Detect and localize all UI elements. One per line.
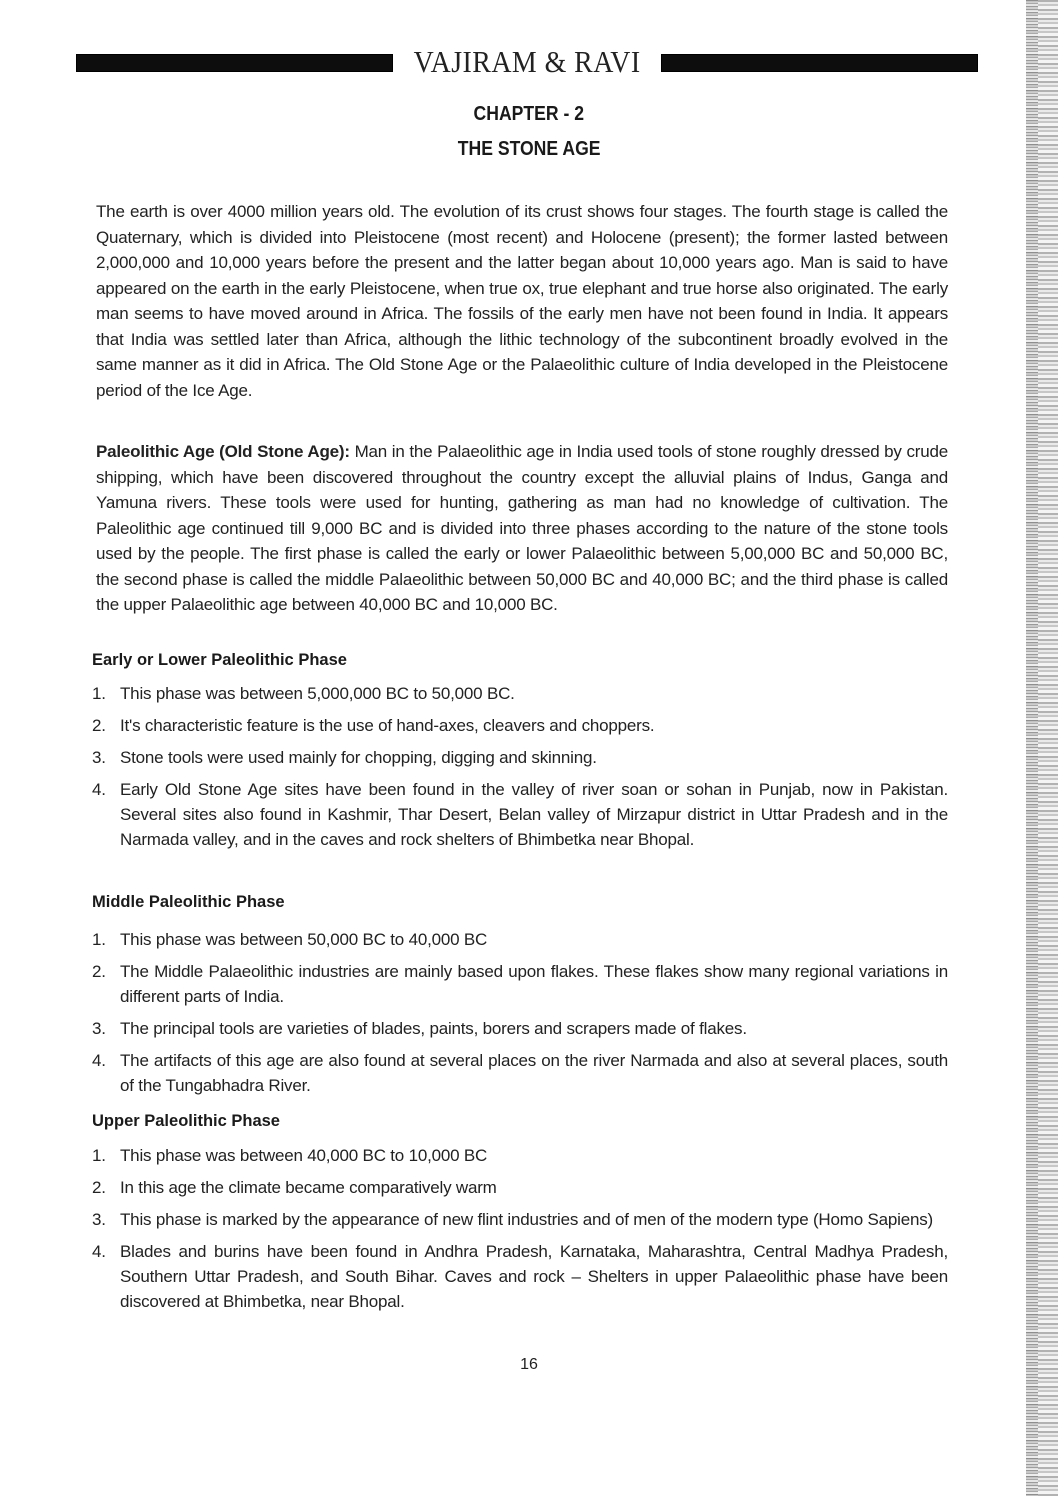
list-item: 3. This phase is marked by the appearance of new flint industries and of men of the modern type (Homo Sapiens) <box>92 1210 933 1229</box>
list-item: 1. This phase was between 5,000,000 BC to 50,000 BC. <box>92 684 515 703</box>
publisher-name: VAJIRAM & RAVI <box>413 44 641 79</box>
section-heading-upper: Upper Paleolithic Phase <box>92 1112 280 1130</box>
list-item: 1. This phase was between 40,000 BC to 10,000 BC <box>92 1146 488 1165</box>
list-item: 4. The artifacts of this age are also found at several places on the river Narmada and also at several places, south of the Tungabhadra River. <box>92 1051 948 1095</box>
list-item: 4. Early Old Stone Age sites have been found in the valley of river soan or sohan in Punjab, now in Pakistan. Several sites also found in Kashmir, Thar Desert, Belan valley of Mirzapur district in Uttar Pradesh and in the Narmada valley, and in the caves and rock shelters of Bhimbetka near Bhopal. <box>92 780 948 849</box>
header-bar-right <box>661 54 978 72</box>
upper-phase-list <box>92 1143 948 1321</box>
page-number: 16 <box>520 1356 538 1373</box>
paleolithic-text: Man in the Palaeolithic age in India used tools of stone roughly dressed by crude shipping, which have been discovered throughout the country except the alluvial plains of Indus, Ganga and Yamuna rivers. These tools were used for hunting, gathering as man had no knowledge of cultivation. The Paleolithic age continued till 9,000 BC and is divided into three phases according to the nature of the stone tools used by the people. The first phase is called the early or lower Palaeolithic between 5,00,000 BC and 50,000 BC, the second phase is called the middle Palaeolithic between 50,000 BC and 40,000 BC; and the third phase is called the upper Palaeolithic age between 40,000 BC and 10,000 BC. <box>96 442 948 614</box>
chapter-title: THE STONE AGE <box>457 138 601 160</box>
early-phase-list <box>92 681 948 859</box>
header-bar-left <box>76 54 393 72</box>
paleolithic-label: Paleolithic Age (Old Stone Age): <box>96 442 350 461</box>
section-heading-middle: Middle Paleolithic Phase <box>92 893 285 911</box>
publisher-header <box>76 44 978 80</box>
list-item: 3. Stone tools were used mainly for chopping, digging and skinning. <box>92 748 597 767</box>
list-item: 3. The principal tools are varieties of blades, paints, borers and scrapers made of flakes. <box>92 1019 747 1038</box>
section-heading-early: Early or Lower Paleolithic Phase <box>92 651 347 669</box>
list-item: 4. Blades and burins have been found in Andhra Pradesh, Karnataka, Maharashtra, Central Madhya Pradesh, Southern Uttar Pradesh, and South Bihar. Caves and rock – Shelters in upper Palaeolithic phase have been discovered at Bhimbetka, near Bhopal. <box>92 1242 948 1311</box>
chapter-number: CHAPTER - 2 <box>473 103 585 125</box>
list-item: 2. In this age the climate became comparatively warm <box>92 1178 497 1197</box>
list-item: 1. This phase was between 50,000 BC to 40,000 BC <box>92 930 488 949</box>
list-item: 2. The Middle Palaeolithic industries are mainly based upon flakes. These flakes show many regional variations in different parts of India. <box>92 962 948 1006</box>
middle-phase-list <box>92 927 948 1105</box>
scan-edge-shadow <box>1026 0 1058 1496</box>
paleolithic-paragraph <box>96 439 948 618</box>
list-item: 2. It's characteristic feature is the use of hand-axes, cleavers and choppers. <box>92 716 655 735</box>
intro-paragraph: The earth is over 4000 million years old. The evolution of its crust shows four stages. The fourth stage is called the Quaternary, which is divided into Pleistocene (most recent) and Holocene (present); the former lasted between 2,000,000 and 10,000 years before the present and the latter began about 10,000 years ago. Man is said to have appeared on the earth in the early Pleistocene, when true ox, true elephant and true horse also originated. The early man seems to have moved around in Africa. The fossils of the early men have not been found in India. It appears that India was settled later than Africa, although the lithic technology of the subcontinent broadly evolved in the same manner as it did in Africa. The Old Stone Age or the Palaeolithic culture of India developed in the Pleistocene period of the Ice Age. <box>96 202 948 400</box>
